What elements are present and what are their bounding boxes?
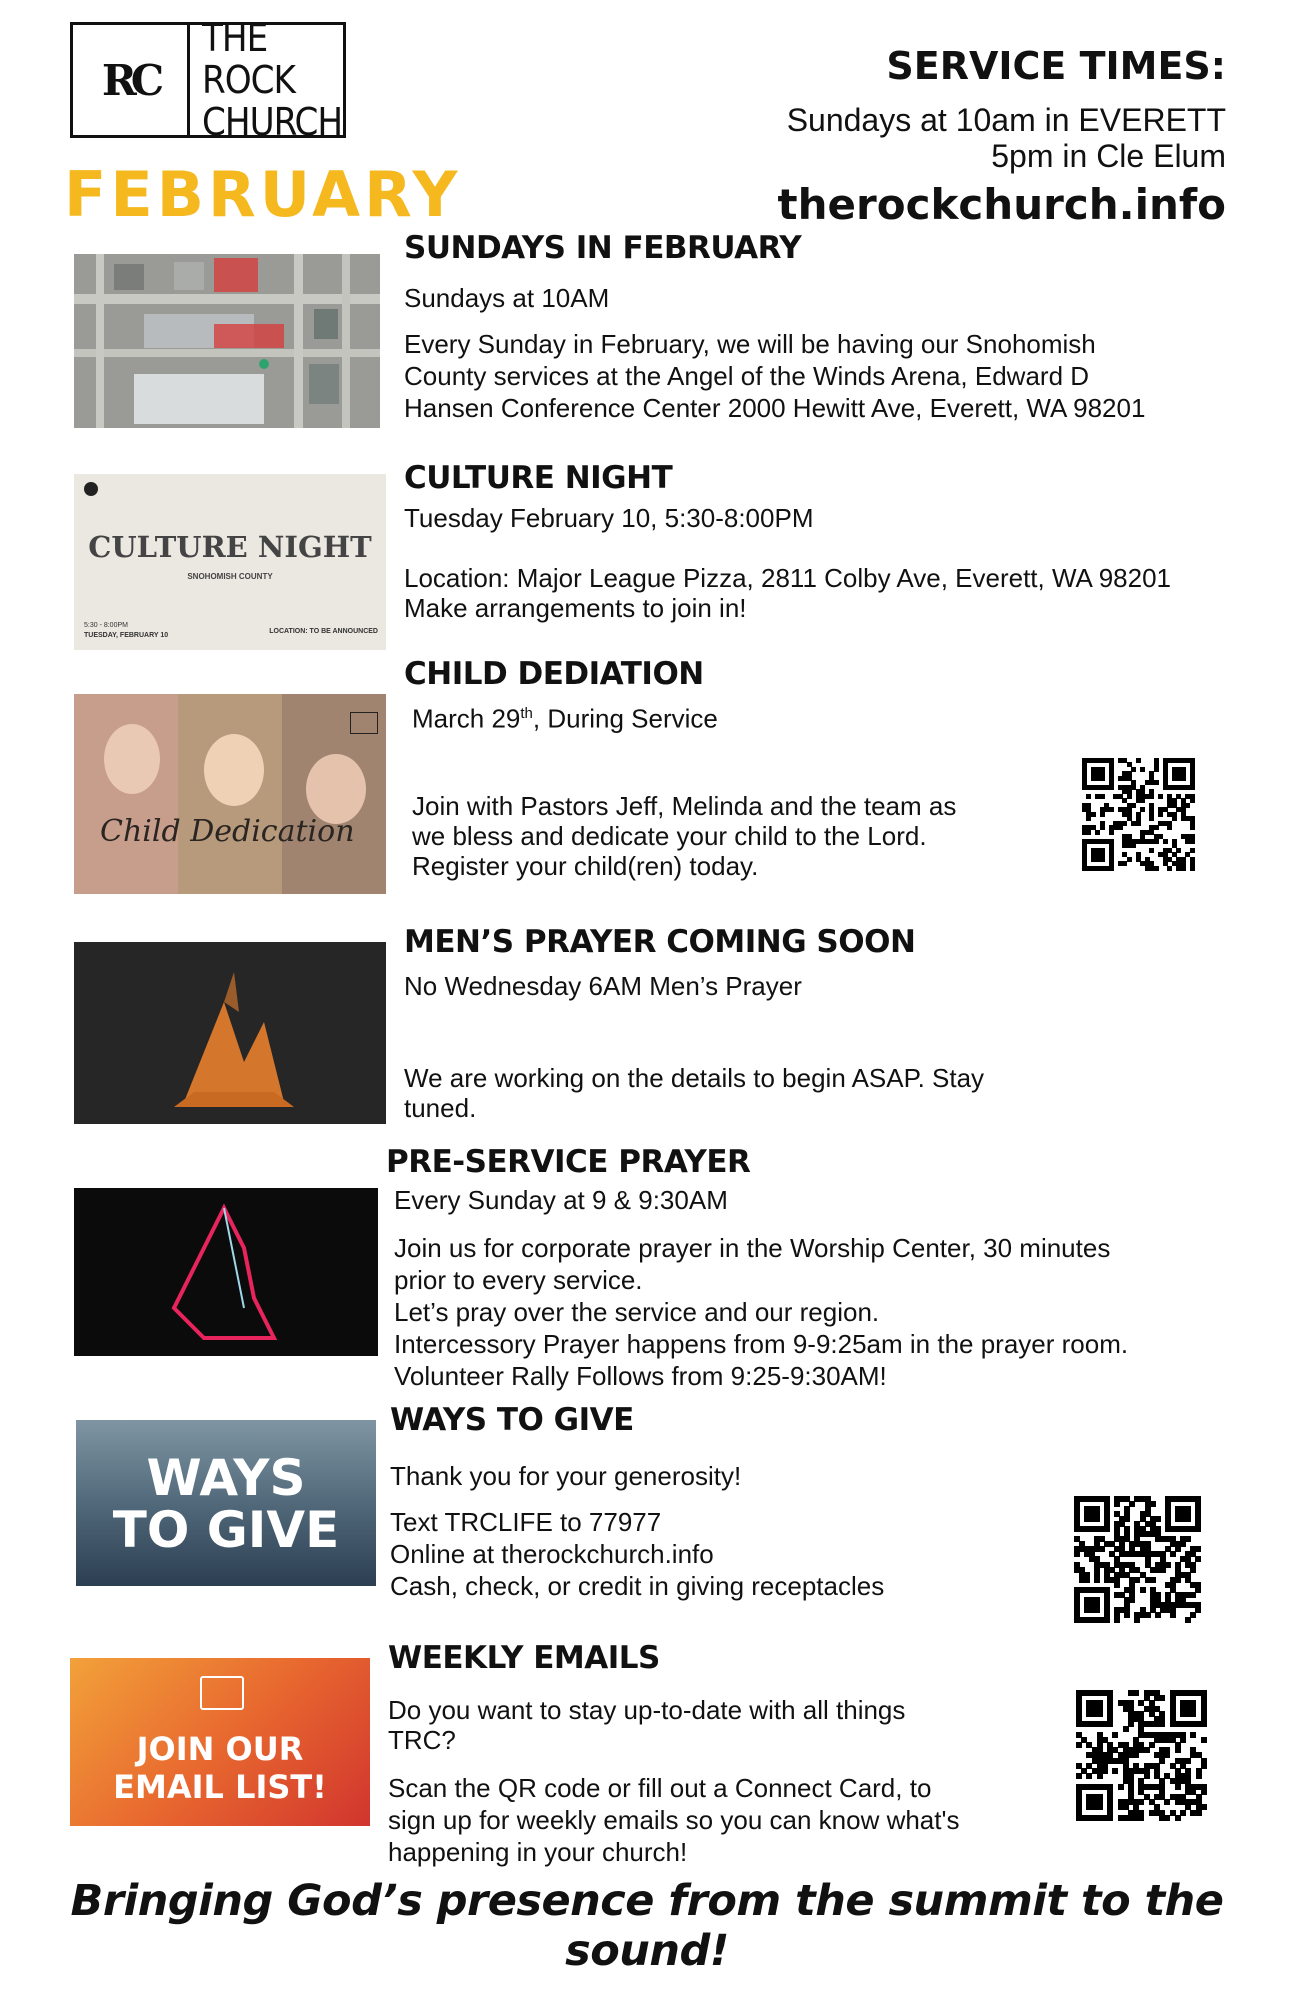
service-times-heading: SERVICE TIMES:: [886, 44, 1226, 88]
qr-module: [1109, 866, 1114, 871]
footer-tagline: Bringing God’s presence from the summit to the sound!: [70, 1876, 1224, 1976]
qr-module: [1145, 1612, 1151, 1618]
qr-module: [1094, 1516, 1100, 1522]
qr-module: [1107, 1815, 1113, 1821]
logo-monogram: RC: [73, 25, 190, 135]
dedication-date: March 29: [412, 703, 521, 734]
emails-line-1: Do you want to stay up-to-date with all things: [388, 1695, 906, 1725]
qr-module: [1114, 1617, 1120, 1623]
qr-module: [1175, 1815, 1181, 1821]
qr-module: [1185, 803, 1190, 808]
dedication-date-note: , During Service: [532, 703, 718, 734]
qr-module: [1100, 812, 1105, 817]
qr-module: [1123, 1726, 1129, 1732]
qr-module: [1140, 1587, 1146, 1593]
pre-service-prayer-image: [74, 1188, 378, 1356]
qr-module: [1190, 785, 1195, 790]
qr-module: [1097, 1804, 1103, 1810]
preservice-line-5: Volunteer Rally Follows from 9:25-9:30AM!: [394, 1361, 887, 1391]
qr-module: [1154, 825, 1159, 830]
qr-module: [1195, 1526, 1201, 1532]
qr-module: [1185, 1617, 1191, 1623]
qr-module: [1149, 816, 1154, 821]
qr-module: [1201, 1737, 1207, 1743]
qr-module: [1097, 1711, 1103, 1717]
qr-module: [1076, 1773, 1082, 1779]
qr-module: [1134, 1617, 1140, 1623]
qr-module: [1086, 1773, 1092, 1779]
qr-module: [1185, 1516, 1191, 1522]
qr-module: [1196, 1773, 1202, 1779]
qr-module: [1118, 1784, 1124, 1790]
qr-module: [1201, 1804, 1207, 1810]
qr-module: [1201, 1763, 1207, 1769]
qr-module: [1176, 848, 1181, 853]
email-image-line-2: EMAIL LIST!: [113, 1768, 327, 1806]
qr-module: [1112, 1768, 1118, 1774]
qr-module: [1163, 839, 1168, 844]
give-line-1: Text TRCLIFE to 77977: [390, 1507, 662, 1537]
qr-module: [1112, 1732, 1118, 1738]
qr-module: [1114, 1501, 1120, 1507]
qr-module: [1154, 866, 1159, 871]
qr-module: [1100, 825, 1105, 830]
qr-module: [1180, 1737, 1186, 1743]
mini-logo-badge: [350, 712, 378, 734]
qr-module: [1094, 1577, 1100, 1583]
emails-line-5: happening in your church!: [388, 1837, 688, 1867]
qr-module: [1097, 1773, 1103, 1779]
qr-module: [1196, 1810, 1202, 1816]
qr-module: [1150, 1577, 1156, 1583]
logo-line-2: CHURCH: [202, 100, 343, 144]
qr-module: [1155, 1612, 1161, 1618]
mini-logo-icon: [84, 482, 98, 496]
preservice-line-2: prior to every service.: [394, 1265, 643, 1295]
section-title-emails: WEEKLY EMAILS: [388, 1640, 660, 1676]
qr-module: [1140, 807, 1145, 812]
qr-module: [1109, 807, 1114, 812]
qr-module: [1181, 866, 1186, 871]
section-title-sundays: SUNDAYS IN FEBRUARY: [404, 230, 802, 266]
culture-line-1: Location: Major League Pizza, 2811 Colby Ave, Everett, WA 98201: [404, 563, 1171, 593]
qr-module: [1107, 1721, 1113, 1727]
qr-module: [1099, 1546, 1105, 1552]
qr-module: [1133, 1752, 1139, 1758]
month-title: FEBRUARY: [64, 158, 462, 231]
qr-module: [1190, 866, 1195, 871]
qr-module: [1175, 1784, 1181, 1790]
dedication-line-2: we bless and dedicate your child to the Lord.: [412, 821, 927, 851]
qr-module: [1167, 825, 1172, 830]
qr-module: [1086, 794, 1091, 799]
mens-line-2: tuned.: [404, 1093, 477, 1123]
praying-hands-icon: [74, 1188, 378, 1356]
culture-night-image: [74, 474, 386, 650]
sundays-line-3: Hansen Conference Center 2000 Hewitt Ave, Everett, WA 98201: [404, 393, 1146, 423]
qr-module: [1109, 785, 1114, 790]
qr-module: [1114, 1582, 1120, 1588]
logo-line-1: THE ROCK: [202, 16, 295, 102]
fire-graphic: [74, 942, 386, 1124]
qr-module: [1131, 767, 1136, 772]
qr-module: [1159, 1758, 1165, 1764]
qr-module: [1124, 1612, 1130, 1618]
qr-module: [1138, 1815, 1144, 1821]
qr-module: [1170, 1551, 1176, 1557]
qr-module: [1084, 1577, 1090, 1583]
email-image-line-1: JOIN OUR: [136, 1730, 304, 1768]
qr-module: [1131, 803, 1136, 808]
qr-module: [1100, 794, 1105, 799]
email-list-image: [70, 1658, 370, 1826]
qr-module: [1164, 1815, 1170, 1821]
qr-module: [1091, 812, 1096, 817]
qr-module: [1136, 758, 1141, 763]
culture-image-time: 5:30 - 8:00PM: [84, 622, 128, 629]
qr-module: [1100, 776, 1105, 781]
section-title-pre-service: PRE-SERVICE PRAYER: [386, 1144, 751, 1180]
qr-module: [1100, 857, 1105, 862]
preservice-line-4: Intercessory Prayer happens from 9-9:25am in the prayer room.: [394, 1329, 1129, 1359]
culture-subtitle: Tuesday February 10, 5:30-8:00PM: [404, 503, 814, 533]
preservice-subtitle: Every Sunday at 9 & 9:30AM: [394, 1185, 728, 1215]
mens-prayer-image: [74, 942, 386, 1124]
qr-module: [1201, 1721, 1207, 1727]
sundays-subtitle: Sundays at 10AM: [404, 283, 610, 313]
give-image-line-2: TO GIVE: [112, 1501, 340, 1559]
give-subtitle: Thank you for your generosity!: [390, 1461, 742, 1491]
qr-module: [1149, 848, 1154, 853]
qr-module: [1127, 794, 1132, 799]
qr-module: [1159, 1721, 1165, 1727]
qr-module: [1190, 839, 1195, 844]
mens-subtitle: No Wednesday 6AM Men’s Prayer: [404, 971, 802, 1001]
qr-module: [1122, 821, 1127, 826]
qr-module: [1159, 1695, 1165, 1701]
qr-module: [1104, 1526, 1110, 1532]
qr-module: [1158, 812, 1163, 817]
qr-module: [1140, 798, 1145, 803]
give-line-3: Cash, check, or credit in giving receptacles: [390, 1571, 885, 1601]
qr-module: [1074, 1551, 1080, 1557]
qr-module: [1149, 1742, 1155, 1748]
child-face-2: [204, 734, 264, 806]
emails-line-3: Scan the QR code or fill out a Connect Card, to: [388, 1773, 932, 1803]
qr-module: [1127, 857, 1132, 862]
qr-module: [1133, 1690, 1139, 1696]
section-title-give: WAYS TO GIVE: [390, 1402, 634, 1438]
dedication-subtitle: [412, 698, 718, 735]
child-face-1: [104, 724, 160, 794]
qr-module: [1086, 830, 1091, 835]
qr-module: [1190, 825, 1195, 830]
emails-line-2: TRC?: [388, 1725, 456, 1755]
website-link[interactable]: therockchurch.info: [777, 180, 1226, 229]
qr-module: [1190, 1592, 1196, 1598]
qr-module: [1190, 798, 1195, 803]
preservice-line-3: Let’s pray over the service and our region.: [394, 1297, 880, 1327]
culture-line-2: Make arrangements to join in!: [404, 593, 747, 623]
preservice-line-1: Join us for corporate prayer in the Worship Center, 30 minutes: [394, 1233, 1111, 1263]
email-image-text: [70, 1730, 370, 1806]
dedication-qr-code[interactable]: [1082, 758, 1194, 870]
section-title-mens-prayer: MEN’S PRAYER COMING SOON: [404, 924, 916, 960]
qr-module: [1086, 816, 1091, 821]
qr-module: [1118, 825, 1123, 830]
qr-module: [1158, 794, 1163, 799]
qr-module: [1095, 830, 1100, 835]
qr-module: [1122, 861, 1127, 866]
qr-module: [1144, 1747, 1150, 1753]
qr-module: [1172, 816, 1177, 821]
dedication-line-3: Register your child(ren) today.: [412, 851, 759, 881]
qr-module: [1109, 830, 1114, 835]
emails-line-4: sign up for weekly emails so you can know what's: [388, 1805, 960, 1835]
qr-module: [1149, 794, 1154, 799]
qr-module: [1076, 1742, 1082, 1748]
give-image-line-1: WAYS: [146, 1449, 306, 1507]
qr-module: [1167, 866, 1172, 871]
ways-to-give-image: [76, 1420, 376, 1586]
sundays-line-1: Every Sunday in February, we will be having our Snohomish: [404, 329, 1096, 359]
qr-module: [1201, 1789, 1207, 1795]
culture-image-location: LOCATION: TO BE ANNOUNCED: [269, 628, 378, 635]
qr-module: [1175, 1747, 1181, 1753]
qr-module: [1136, 821, 1141, 826]
child-dedication-script: Child Dedication: [100, 814, 355, 849]
culture-image-title: CULTURE NIGHT: [88, 530, 372, 564]
qr-module: [1170, 1612, 1176, 1618]
qr-module: [1190, 848, 1195, 853]
qr-module: [1181, 776, 1186, 781]
church-logo: [70, 16, 346, 144]
logo-wordmark: [190, 16, 343, 144]
qr-module: [1128, 1721, 1134, 1727]
qr-module: [1138, 1799, 1144, 1805]
qr-module: [1164, 1799, 1170, 1805]
culture-image-date: TUESDAY, FEBRUARY 10: [84, 632, 169, 639]
give-line-2: Online at therockchurch.info: [390, 1539, 714, 1569]
qr-module: [1160, 1567, 1166, 1573]
dedication-line-1: Join with Pastors Jeff, Melinda and the team as: [412, 791, 957, 821]
qr-module: [1185, 1758, 1191, 1764]
section-title-culture: CULTURE NIGHT: [404, 460, 673, 496]
qr-module: [1154, 780, 1159, 785]
qr-module: [1190, 1711, 1196, 1717]
qr-module: [1164, 1752, 1170, 1758]
email-qr-code[interactable]: [1076, 1690, 1206, 1820]
qr-module: [1190, 1732, 1196, 1738]
qr-module: [1131, 843, 1136, 848]
qr-module: [1180, 1810, 1186, 1816]
qr-module: [1144, 1773, 1150, 1779]
culture-image-sub: SNOHOMISH COUNTY: [187, 572, 273, 581]
service-time-everett: Sundays at 10am in EVERETT: [786, 102, 1226, 138]
qr-module: [1140, 767, 1145, 772]
qr-module: [1154, 839, 1159, 844]
section-title-dedication: CHILD DEDIATION: [404, 656, 704, 692]
give-qr-code[interactable]: [1074, 1496, 1200, 1622]
qr-module: [1094, 1607, 1100, 1613]
qr-module: [1104, 1617, 1110, 1623]
sundays-line-2: County services at the Angel of the Winds Arena, Edward D: [404, 361, 1090, 391]
qr-module: [1154, 767, 1159, 772]
dedication-date-suffix: th: [520, 705, 533, 722]
aerial-map-graphic: [74, 254, 380, 428]
qr-module: [1102, 1768, 1108, 1774]
mens-line-1: We are working on the details to begin ASAP. Stay: [404, 1063, 985, 1093]
child-dedication-image: [74, 694, 386, 894]
give-image-text: [76, 1449, 376, 1559]
arena-map-image: [74, 254, 380, 428]
envelope-icon: [200, 1676, 244, 1710]
service-time-cle-elum: 5pm in Cle Elum: [991, 138, 1226, 174]
